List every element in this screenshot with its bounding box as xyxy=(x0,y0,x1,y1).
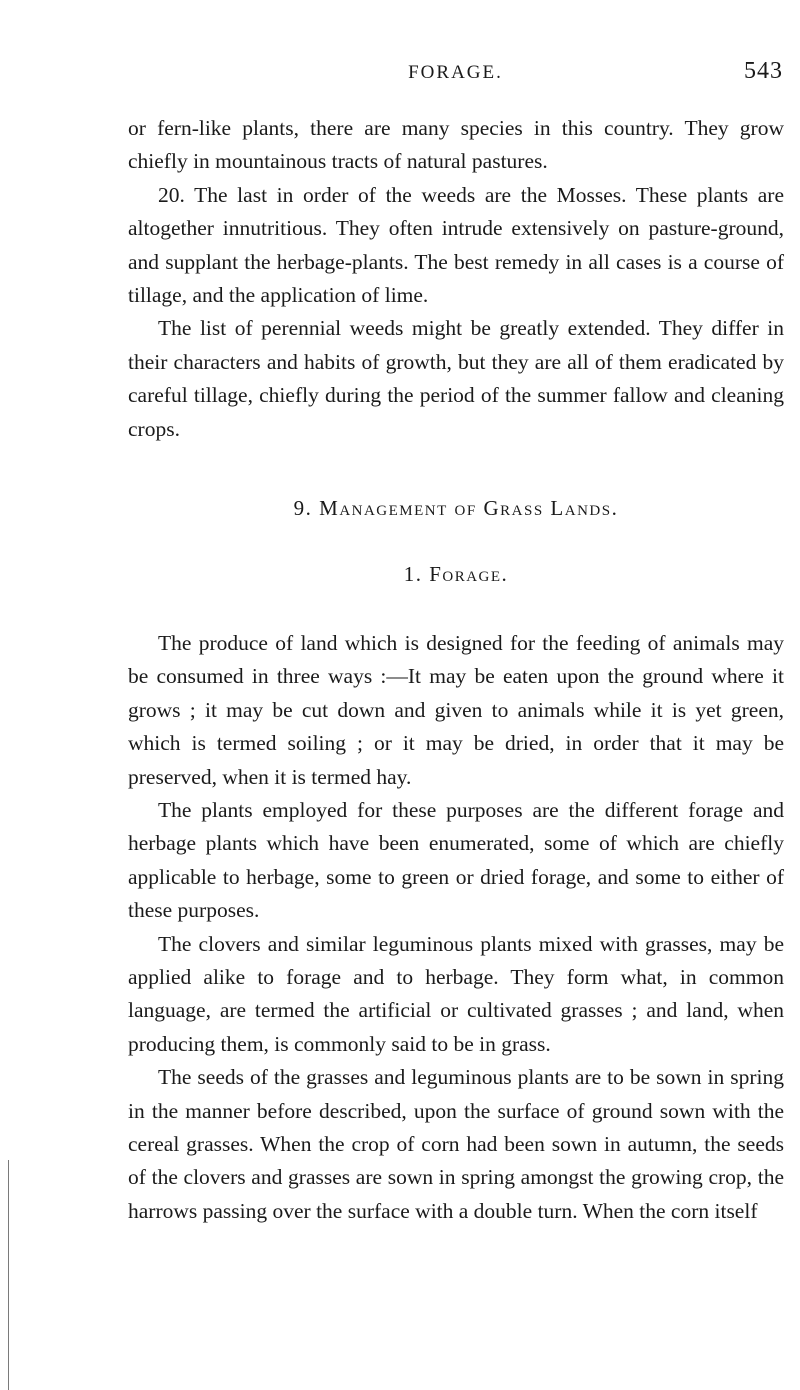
paragraph-perennial-weeds: The list of perennial weeds might be greatly extended. They differ in their characters and habits of growth, but they are all of them eradicated by careful tillage, chiefly during the period of the summer fallow and cleaning crops. xyxy=(128,316,784,441)
paragraph-mosses: 20. The last in order of the weeds are the Mosses. These plants are altogether innutritious. They often intrude extensively on pasture-ground, and supplant the herbage-plants. The best remedy in all cases is a course of tillage, and the application of lime. xyxy=(128,182,784,308)
paragraph-fern-like-plants: or fern-like plants, there are many species in this country. They grow chiefly in mountainous tracts of natural pastures. xyxy=(128,116,784,174)
running-head xyxy=(128,58,783,92)
running-title: FORAGE. xyxy=(408,62,503,83)
paragraph-clovers: The clovers and similar leguminous plants mixed with grasses, may be applied alike to forage and to herbage. They form what, in common language, are termed the artificial or cultivated grasses ; and land, when producing them, is commonly said to be in grass. xyxy=(128,931,784,1056)
paragraph-plants-employed: The plants employed for these purposes are the different forage and herbage plants which have been enumerated, some of which are chiefly applicable to herbage, some to green or dried forage, and some to either of these purposes. xyxy=(128,797,784,923)
section-heading: 9. Management of Grass Lands. xyxy=(293,496,619,521)
paragraph-seeds-of-grasses: The seeds of the grasses and leguminous plants are to be sown in spring in the manner before described, upon the surface of ground sown with the cereal grasses. When the crop of corn had been sown in autumn, the seeds of the clovers and grasses are sown in spring amongst the growing crop, the harrows passing over the surface with a double turn. When the corn itself xyxy=(128,1065,784,1223)
paragraph-produce-of-land: The produce of land which is designed for the feeding of animals may be consumed in three ways :—It may be eaten upon the ground where it grows ; it may be cut down and given to animals while it is yet green, which is termed soiling ; or it may be dried, in order that it may be preserved, when it is termed hay. xyxy=(128,630,784,789)
page-number: 543 xyxy=(744,58,783,84)
subsection-heading: 1. Forage. xyxy=(403,562,509,587)
body-text xyxy=(128,112,784,1228)
binding-edge-line xyxy=(8,1160,9,1390)
